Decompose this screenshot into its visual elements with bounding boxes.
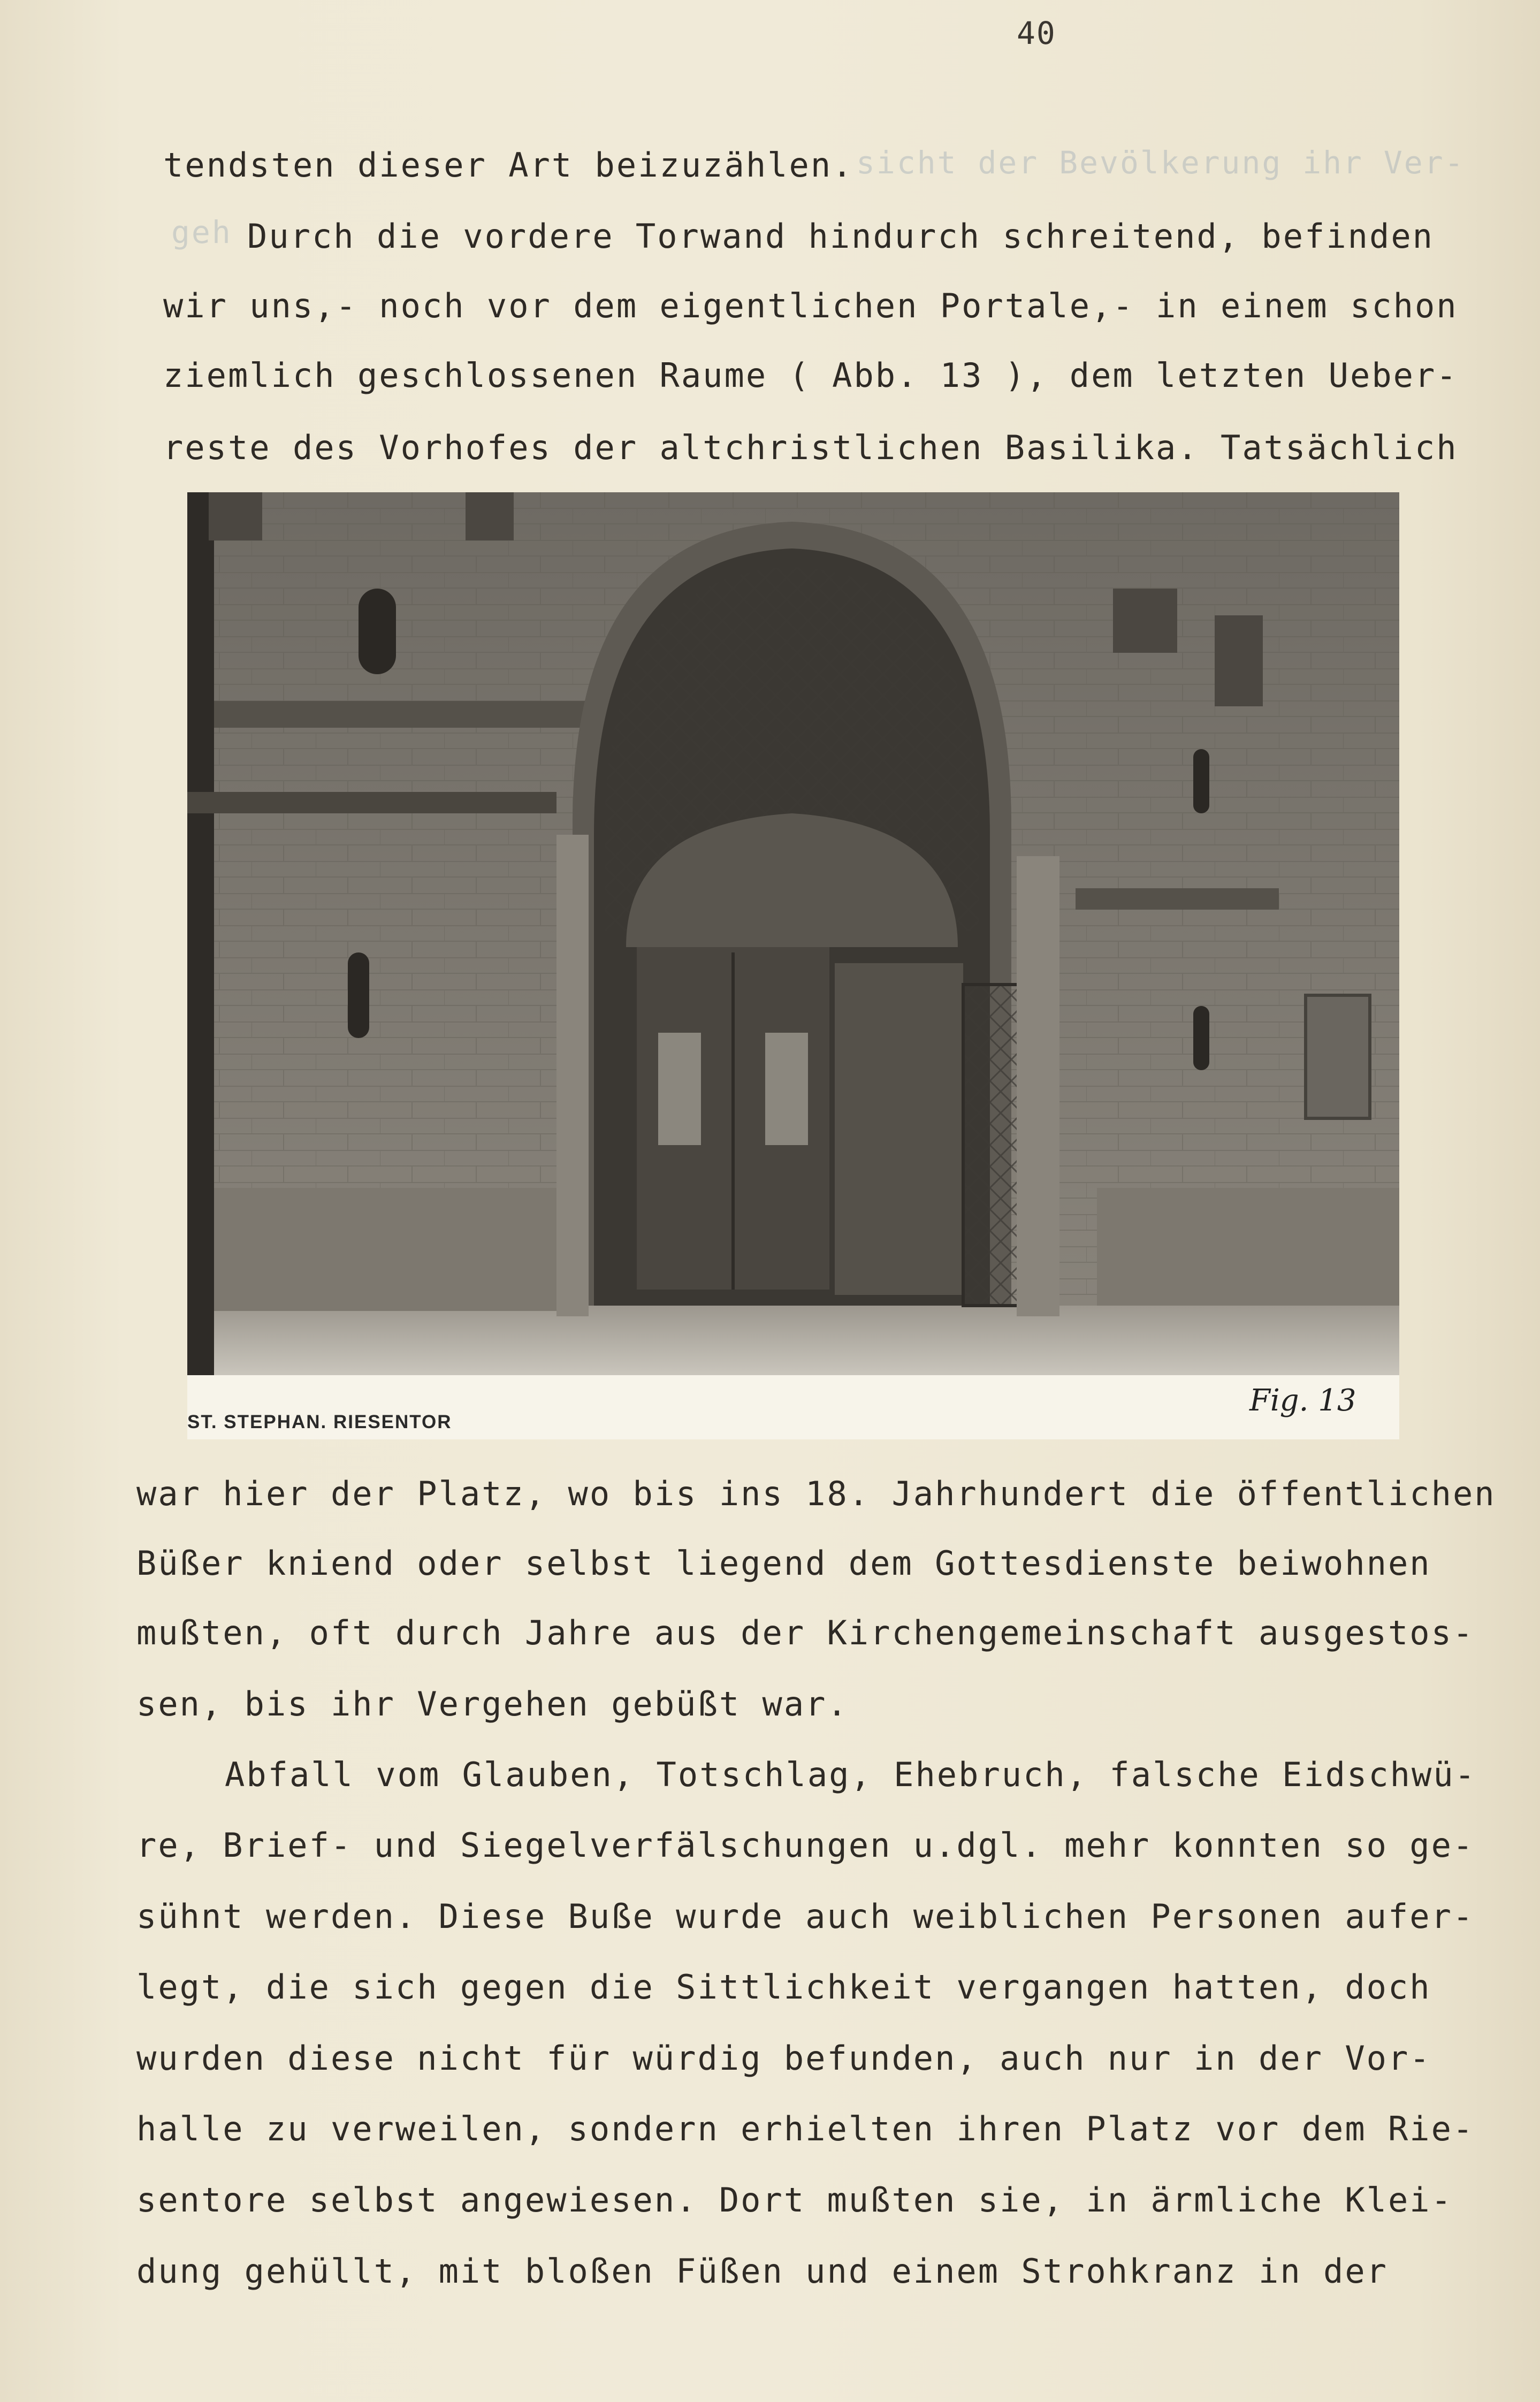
text-line: Büßer kniend oder selbst liegend dem Gottesdienste beiwohnen <box>136 1544 1431 1583</box>
text-line: reste des Vorhofes der altchristlichen Basilika. Tatsächlich <box>163 428 1458 467</box>
text-line: Durch die vordere Torwand hindurch schreitend, befinden <box>247 217 1434 256</box>
text-line: tendsten dieser Art beizuzählen. <box>163 146 854 185</box>
text-line: dung gehüllt, mit bloßen Füßen und einem Strohkranz in der <box>136 2252 1388 2291</box>
figure-label: Fig. 13 <box>1249 1383 1356 1418</box>
text-line: war hier der Platz, wo bis ins 18. Jahrhundert die öffentlichen <box>136 1474 1496 1513</box>
text-line: ziemlich geschlossenen Raume ( Abb. 13 ), dem letzten Ueber- <box>163 356 1458 395</box>
text-line: sen, bis ihr Vergehen gebüßt war. <box>136 1684 849 1724</box>
text-line: wurden diese nicht für würdig befunden, auch nur in der Vor- <box>136 2039 1431 2078</box>
riesentor-photo <box>187 492 1399 1375</box>
page-number: 40 <box>1017 15 1056 51</box>
bleed-through-text: sicht der Bevölkerung ihr Ver- <box>856 144 1465 181</box>
text-line: mußten, oft durch Jahre aus der Kirchengemeinschaft ausgestos- <box>136 1613 1475 1652</box>
text-line: re, Brief- und Siegelverfälschungen u.dgl. mehr konnten so ge- <box>136 1826 1475 1865</box>
bleed-through-text: geh <box>171 214 232 250</box>
text-line: wir uns,- noch vor dem eigentlichen Portale,- in einem schon <box>163 286 1458 325</box>
text-line: halle zu verweilen, sondern erhielten ihren Platz vor dem Rie- <box>136 2109 1475 2148</box>
text-line: sühnt werden. Diese Buße wurde auch weiblichen Personen aufer- <box>136 1897 1475 1936</box>
text-line: Abfall vom Glauben, Totschlag, Ehebruch, falsche Eidschwü- <box>225 1755 1476 1794</box>
figure <box>187 492 1399 1439</box>
text-line: legt, die sich gegen die Sittlichkeit vergangen hatten, doch <box>136 1968 1431 2007</box>
figure-caption: ST. STEPHAN. RIESENTOR <box>187 1412 452 1432</box>
text-line: sentore selbst angewiesen. Dort mußten sie, in ärmliche Klei- <box>136 2180 1453 2220</box>
